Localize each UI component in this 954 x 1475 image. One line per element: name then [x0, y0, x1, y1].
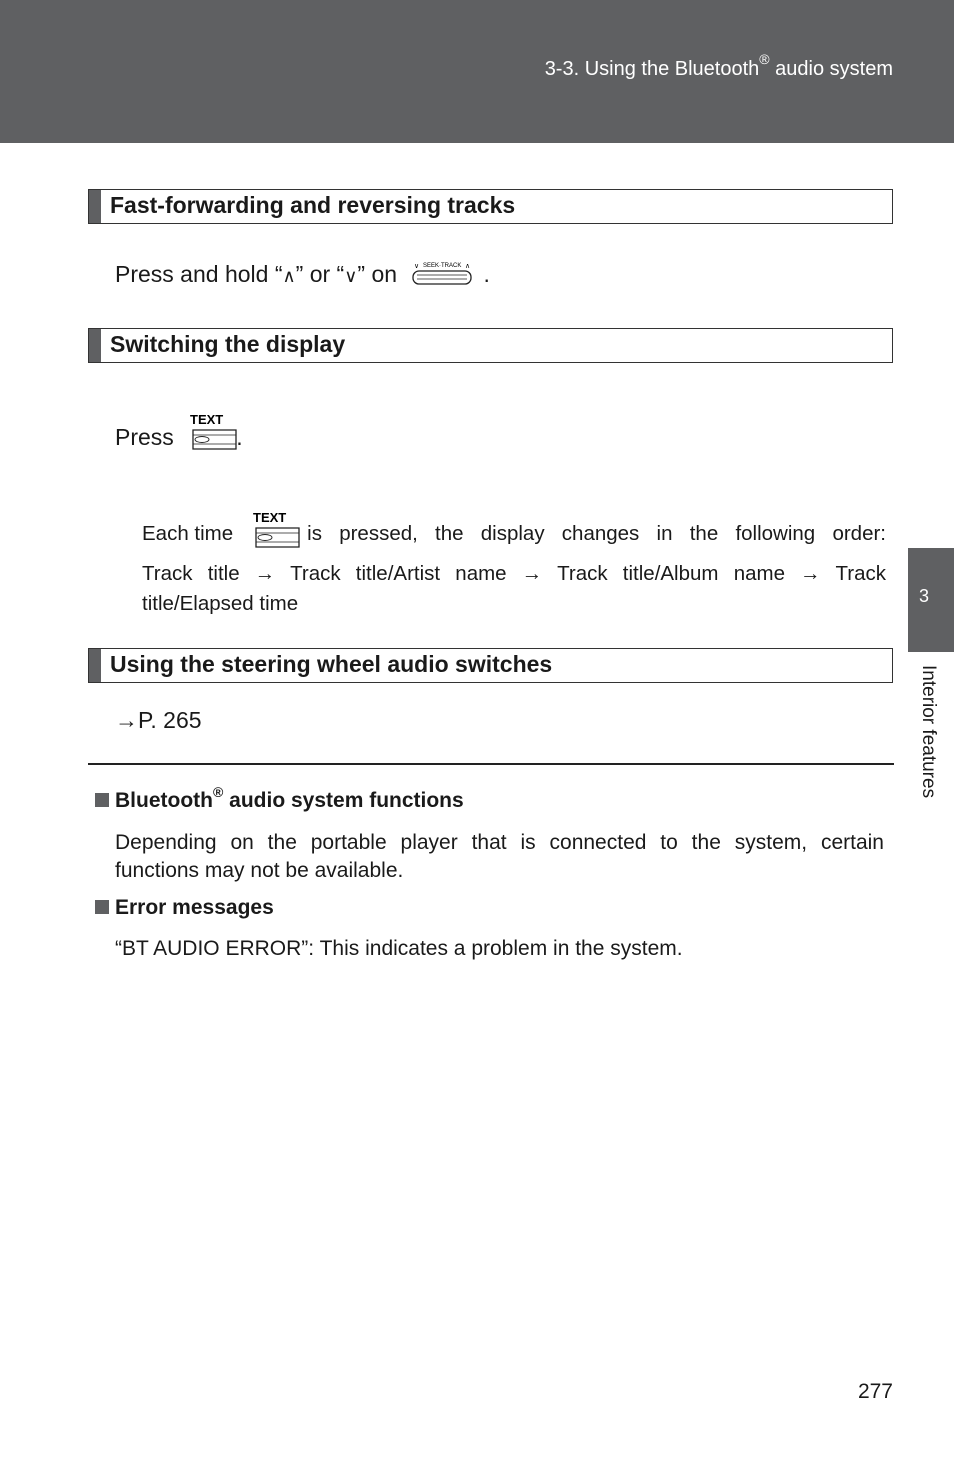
section-heading-label: Fast-forwarding and reversing tracks: [110, 192, 516, 218]
press-text-instruction: Press TEXT .: [115, 418, 243, 460]
text-button-icon: [249, 509, 303, 551]
section-heading-label: Using the steering wheel audio switches: [110, 651, 553, 677]
chapter-side-label: Interior features: [918, 665, 939, 799]
section-heading-switching-display: [88, 328, 893, 363]
chapter-tab: [908, 548, 954, 652]
note-heading-error-messages: Error messages: [95, 896, 274, 920]
display-order-text: Track title → Track title/Artist name → Track title/Album name → Track title/Elapsed time: [142, 562, 886, 615]
down-arrow-glyph: ∨: [344, 266, 358, 286]
svg-text:SEEK·TRACK: SEEK·TRACK: [423, 262, 462, 269]
page-number: 277: [857, 1380, 893, 1403]
svg-text:∨: ∨: [414, 262, 420, 270]
registered-mark: ®: [759, 51, 770, 68]
up-arrow-glyph: ∧: [282, 266, 296, 286]
note-body-bluetooth-functions: Depending on the portable player that is connected to the system, certain functions may not be available.: [115, 831, 884, 882]
section-heading-steering-switches: [88, 648, 893, 683]
svg-text:TEXT: TEXT: [253, 510, 287, 525]
note-heading-bluetooth-functions: Bluetooth® audio system functions: [95, 789, 464, 813]
svg-text:TEXT: TEXT: [190, 412, 224, 427]
chapter-number: 3: [918, 586, 929, 606]
note-body-error-messages: “BT AUDIO ERROR”: This indicates a problem in the system.: [115, 937, 683, 960]
each-time-line: Each time TEXT is pressed, the display changes in the following order:: [142, 513, 886, 555]
section-heading-label: Switching the display: [110, 331, 346, 357]
svg-text:∧: ∧: [465, 262, 471, 270]
divider: [88, 763, 894, 765]
section-heading-fast-forward: [88, 189, 893, 224]
square-bullet-icon: [95, 900, 109, 914]
page-reference-link[interactable]: →P. 265: [115, 707, 202, 733]
fast-forward-instruction: Press and hold “∧” or “∨” on ∨ SEEK·TRACK ∧ .: [115, 261, 490, 287]
chapter-title: 3-3. Using the Bluetooth® audio system: [544, 51, 893, 80]
seek-track-button-icon: [411, 260, 475, 286]
square-bullet-icon: [95, 793, 109, 807]
text-button-icon: [188, 411, 242, 453]
